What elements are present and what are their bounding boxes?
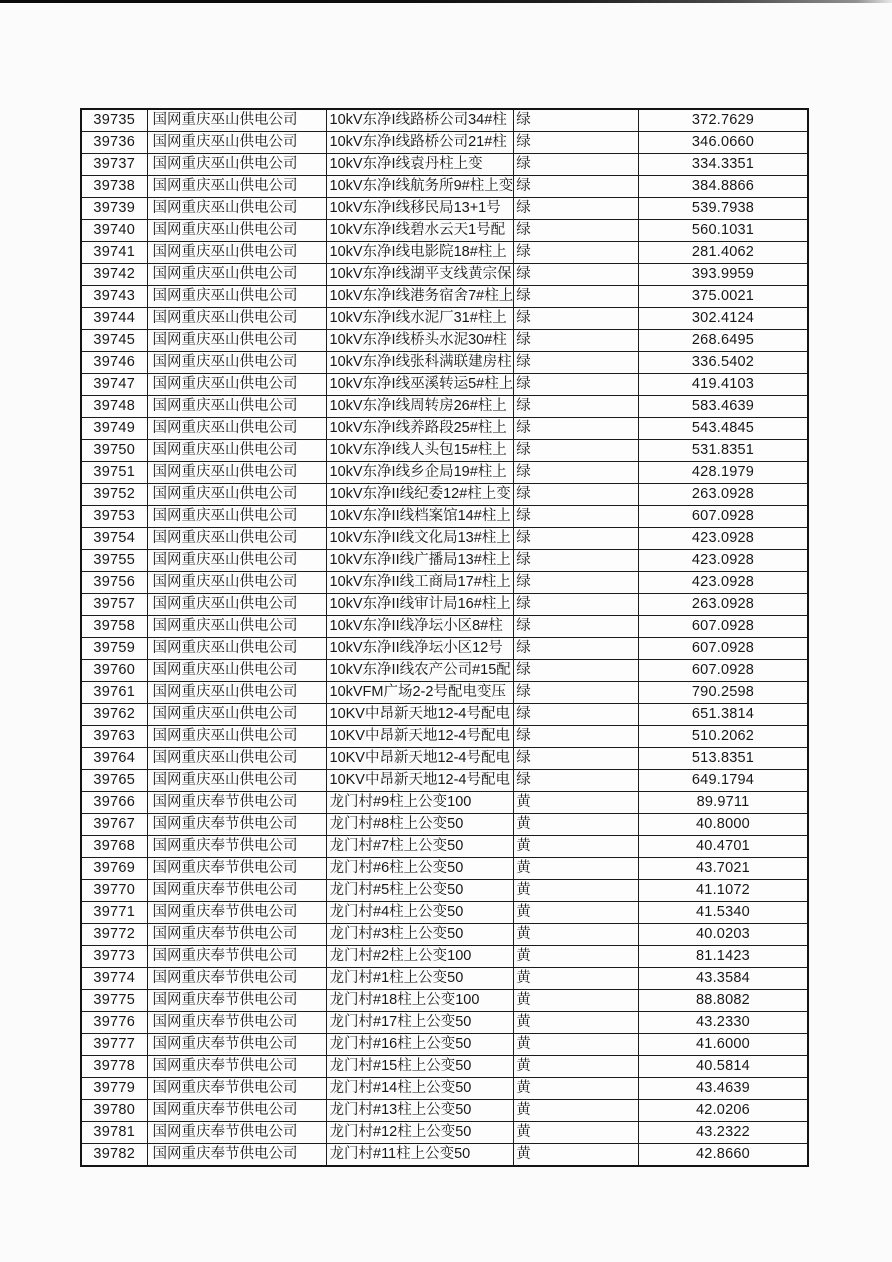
table-row [81,880,808,902]
cell-status: 绿 [514,154,639,176]
cell-device: 龙门村#7柱上公变50 [326,836,514,858]
cell-value: 268.6495 [639,330,808,352]
table-row [81,660,808,682]
table-row [81,374,808,396]
cell-company: 国网重庆巫山供电公司 [147,506,326,528]
cell-status: 绿 [514,616,639,638]
cell-status: 绿 [514,726,639,748]
cell-status: 绿 [514,484,639,506]
table-row [81,330,808,352]
cell-record-id: 39743 [81,286,147,308]
cell-company: 国网重庆巫山供电公司 [147,616,326,638]
cell-company: 国网重庆巫山供电公司 [147,440,326,462]
table-row [81,198,808,220]
cell-device: 10kV东净I线桥头水泥30#柱 [326,330,514,352]
table-row [81,484,808,506]
cell-device: 10kV东净I线港务宿舍7#柱上 [326,286,514,308]
table-row [81,858,808,880]
table-row [81,1100,808,1122]
cell-status: 黄 [514,1100,639,1122]
cell-company: 国网重庆奉节供电公司 [147,1012,326,1034]
cell-company: 国网重庆奉节供电公司 [147,924,326,946]
cell-record-id: 39766 [81,792,147,814]
cell-status: 绿 [514,440,639,462]
cell-value: 428.1979 [639,462,808,484]
table-row [81,572,808,594]
cell-company: 国网重庆巫山供电公司 [147,726,326,748]
table-row [81,836,808,858]
table-row [81,946,808,968]
cell-value: 89.9711 [639,792,808,814]
cell-record-id: 39755 [81,550,147,572]
cell-company: 国网重庆巫山供电公司 [147,704,326,726]
cell-value: 41.6000 [639,1034,808,1056]
cell-value: 607.0928 [639,660,808,682]
cell-status: 绿 [514,528,639,550]
cell-record-id: 39748 [81,396,147,418]
cell-status: 黄 [514,924,639,946]
cell-device: 10kV东净I线电影院18#柱上 [326,242,514,264]
cell-value: 346.0660 [639,132,808,154]
cell-status: 黄 [514,902,639,924]
cell-company: 国网重庆巫山供电公司 [147,220,326,242]
table-row [81,264,808,286]
scan-artifact-top-bar [0,0,892,3]
cell-device: 10kV东净I线袁丹柱上变 [326,154,514,176]
cell-value: 513.8351 [639,748,808,770]
cell-company: 国网重庆巫山供电公司 [147,594,326,616]
table-row [81,704,808,726]
table-row [81,154,808,176]
cell-record-id: 39746 [81,352,147,374]
cell-company: 国网重庆巫山供电公司 [147,682,326,704]
cell-device: 10kV东净II线工商局17#柱上 [326,572,514,594]
cell-record-id: 39741 [81,242,147,264]
cell-device: 龙门村#5柱上公变50 [326,880,514,902]
cell-device: 10kV东净I线养路段25#柱上 [326,418,514,440]
cell-status: 黄 [514,1034,639,1056]
cell-value: 543.4845 [639,418,808,440]
cell-device: 10kV东净I线乡企局19#柱上 [326,462,514,484]
cell-device: 10KV中昂新天地12-4号配电 [326,704,514,726]
cell-company: 国网重庆奉节供电公司 [147,946,326,968]
cell-company: 国网重庆巫山供电公司 [147,418,326,440]
cell-company: 国网重庆奉节供电公司 [147,1034,326,1056]
cell-device: 10kV东净II线净坛小区12号 [326,638,514,660]
cell-value: 423.0928 [639,550,808,572]
cell-record-id: 39762 [81,704,147,726]
cell-device: 10kV东净II线审计局16#柱上 [326,594,514,616]
cell-status: 绿 [514,308,639,330]
cell-record-id: 39772 [81,924,147,946]
cell-value: 88.8082 [639,990,808,1012]
cell-record-id: 39775 [81,990,147,1012]
table-row [81,440,808,462]
cell-company: 国网重庆巫山供电公司 [147,308,326,330]
cell-value: 423.0928 [639,572,808,594]
cell-record-id: 39739 [81,198,147,220]
cell-device: 10KV中昂新天地12-4号配电 [326,726,514,748]
table-row [81,242,808,264]
cell-company: 国网重庆巫山供电公司 [147,154,326,176]
cell-record-id: 39776 [81,1012,147,1034]
cell-device: 10kV东净I线航务所9#柱上变 [326,176,514,198]
cell-record-id: 39765 [81,770,147,792]
cell-value: 651.3814 [639,704,808,726]
table-row [81,792,808,814]
cell-company: 国网重庆巫山供电公司 [147,264,326,286]
cell-company: 国网重庆巫山供电公司 [147,484,326,506]
cell-device: 10KV中昂新天地12-4号配电 [326,770,514,792]
cell-record-id: 39778 [81,1056,147,1078]
cell-company: 国网重庆巫山供电公司 [147,109,326,132]
cell-value: 510.2062 [639,726,808,748]
table-row [81,528,808,550]
cell-value: 263.0928 [639,484,808,506]
table-row [81,748,808,770]
cell-value: 42.8660 [639,1144,808,1167]
cell-company: 国网重庆巫山供电公司 [147,550,326,572]
cell-company: 国网重庆奉节供电公司 [147,1100,326,1122]
cell-device: 龙门村#1柱上公变50 [326,968,514,990]
cell-device: 10kV东净I线湖平支线黄宗保 [326,264,514,286]
cell-value: 649.1794 [639,770,808,792]
cell-company: 国网重庆奉节供电公司 [147,814,326,836]
cell-device: 10kV东净II线净坛小区8#柱 [326,616,514,638]
cell-device: 10kV东净II线广播局13#柱上 [326,550,514,572]
cell-record-id: 39760 [81,660,147,682]
cell-company: 国网重庆奉节供电公司 [147,858,326,880]
table-row [81,968,808,990]
cell-company: 国网重庆巫山供电公司 [147,638,326,660]
cell-status: 绿 [514,748,639,770]
table-row [81,286,808,308]
cell-company: 国网重庆巫山供电公司 [147,286,326,308]
cell-device: 龙门村#15柱上公变50 [326,1056,514,1078]
cell-record-id: 39744 [81,308,147,330]
table-row [81,396,808,418]
cell-status: 黄 [514,792,639,814]
cell-status: 绿 [514,352,639,374]
cell-status: 黄 [514,1078,639,1100]
cell-device: 10kV东净I线移民局13+1号 [326,198,514,220]
cell-value: 302.4124 [639,308,808,330]
cell-value: 384.8866 [639,176,808,198]
cell-device: 10kV东净I线人头包15#柱上 [326,440,514,462]
cell-record-id: 39759 [81,638,147,660]
cell-status: 绿 [514,682,639,704]
cell-record-id: 39782 [81,1144,147,1167]
cell-company: 国网重庆奉节供电公司 [147,1056,326,1078]
cell-status: 绿 [514,572,639,594]
cell-company: 国网重庆奉节供电公司 [147,1144,326,1167]
cell-company: 国网重庆巫山供电公司 [147,132,326,154]
cell-status: 绿 [514,132,639,154]
cell-record-id: 39781 [81,1122,147,1144]
cell-company: 国网重庆巫山供电公司 [147,748,326,770]
cell-status: 绿 [514,770,639,792]
cell-device: 10kV东净I线路桥公司34#柱 [326,109,514,132]
table-row [81,1012,808,1034]
table-row [81,990,808,1012]
table-row [81,594,808,616]
cell-status: 绿 [514,286,639,308]
cell-record-id: 39736 [81,132,147,154]
cell-company: 国网重庆巫山供电公司 [147,572,326,594]
cell-record-id: 39740 [81,220,147,242]
cell-record-id: 39756 [81,572,147,594]
cell-record-id: 39735 [81,109,147,132]
cell-company: 国网重庆巫山供电公司 [147,770,326,792]
cell-status: 黄 [514,946,639,968]
cell-value: 40.8000 [639,814,808,836]
cell-device: 龙门村#6柱上公变50 [326,858,514,880]
cell-company: 国网重庆巫山供电公司 [147,528,326,550]
cell-value: 40.4701 [639,836,808,858]
cell-device: 龙门村#13柱上公变50 [326,1100,514,1122]
cell-status: 绿 [514,638,639,660]
cell-status: 绿 [514,374,639,396]
cell-company: 国网重庆巫山供电公司 [147,374,326,396]
cell-company: 国网重庆奉节供电公司 [147,880,326,902]
cell-value: 531.8351 [639,440,808,462]
cell-device: 10kV东净I线水泥厂31#柱上 [326,308,514,330]
cell-record-id: 39758 [81,616,147,638]
cell-value: 43.7021 [639,858,808,880]
cell-value: 43.4639 [639,1078,808,1100]
cell-value: 40.0203 [639,924,808,946]
cell-company: 国网重庆奉节供电公司 [147,792,326,814]
cell-status: 黄 [514,1012,639,1034]
cell-record-id: 39780 [81,1100,147,1122]
cell-value: 281.4062 [639,242,808,264]
table-row [81,176,808,198]
cell-status: 黄 [514,858,639,880]
cell-status: 绿 [514,220,639,242]
table-row [81,109,808,132]
cell-value: 607.0928 [639,638,808,660]
cell-record-id: 39752 [81,484,147,506]
cell-company: 国网重庆奉节供电公司 [147,1122,326,1144]
cell-record-id: 39738 [81,176,147,198]
cell-status: 绿 [514,242,639,264]
cell-value: 41.1072 [639,880,808,902]
cell-device: 龙门村#16柱上公变50 [326,1034,514,1056]
cell-value: 43.2322 [639,1122,808,1144]
table-row [81,814,808,836]
cell-company: 国网重庆巫山供电公司 [147,198,326,220]
table-row [81,638,808,660]
cell-status: 黄 [514,880,639,902]
cell-status: 绿 [514,418,639,440]
cell-status: 绿 [514,198,639,220]
cell-status: 黄 [514,1144,639,1167]
cell-status: 绿 [514,462,639,484]
cell-record-id: 39764 [81,748,147,770]
cell-record-id: 39773 [81,946,147,968]
cell-device: 10kV东净I线碧水云天1号配 [326,220,514,242]
cell-status: 绿 [514,109,639,132]
cell-record-id: 39767 [81,814,147,836]
cell-device: 龙门村#12柱上公变50 [326,1122,514,1144]
cell-status: 绿 [514,660,639,682]
cell-record-id: 39747 [81,374,147,396]
cell-device: 10kV东净II线农产公司#15配 [326,660,514,682]
cell-device: 10KV中昂新天地12-4号配电 [326,748,514,770]
table-row [81,616,808,638]
cell-company: 国网重庆奉节供电公司 [147,1078,326,1100]
cell-device: 10kV东净I线周转房26#柱上 [326,396,514,418]
cell-value: 607.0928 [639,616,808,638]
cell-device: 10kV东净I线张科满联建房柱 [326,352,514,374]
table-row [81,924,808,946]
cell-record-id: 39761 [81,682,147,704]
cell-status: 黄 [514,968,639,990]
cell-device: 龙门村#4柱上公变50 [326,902,514,924]
cell-record-id: 39763 [81,726,147,748]
cell-value: 583.4639 [639,396,808,418]
cell-value: 423.0928 [639,528,808,550]
cell-record-id: 39745 [81,330,147,352]
cell-record-id: 39769 [81,858,147,880]
cell-company: 国网重庆巫山供电公司 [147,396,326,418]
cell-company: 国网重庆巫山供电公司 [147,242,326,264]
cell-record-id: 39770 [81,880,147,902]
cell-record-id: 39768 [81,836,147,858]
cell-record-id: 39779 [81,1078,147,1100]
cell-value: 43.3584 [639,968,808,990]
cell-value: 607.0928 [639,506,808,528]
cell-record-id: 39751 [81,462,147,484]
cell-status: 绿 [514,330,639,352]
cell-status: 绿 [514,396,639,418]
cell-record-id: 39753 [81,506,147,528]
cell-record-id: 39737 [81,154,147,176]
cell-status: 绿 [514,550,639,572]
cell-value: 372.7629 [639,109,808,132]
cell-status: 绿 [514,264,639,286]
cell-company: 国网重庆巫山供电公司 [147,462,326,484]
cell-device: 10kV东净II线纪委12#柱上变 [326,484,514,506]
table-row [81,902,808,924]
table-row [81,550,808,572]
cell-device: 10kVFM广场2-2号配电变压 [326,682,514,704]
cell-device: 10kV东净II线档案馆14#柱上 [326,506,514,528]
cell-value: 43.2330 [639,1012,808,1034]
table-row [81,1122,808,1144]
cell-status: 绿 [514,594,639,616]
cell-device: 10kV东净II线文化局13#柱上 [326,528,514,550]
table-row [81,726,808,748]
table-row [81,1034,808,1056]
table-row [81,1144,808,1167]
cell-device: 龙门村#2柱上公变100 [326,946,514,968]
cell-status: 绿 [514,506,639,528]
cell-record-id: 39754 [81,528,147,550]
cell-record-id: 39757 [81,594,147,616]
cell-value: 40.5814 [639,1056,808,1078]
cell-device: 龙门村#8柱上公变50 [326,814,514,836]
cell-device: 龙门村#17柱上公变50 [326,1012,514,1034]
cell-status: 黄 [514,836,639,858]
cell-company: 国网重庆巫山供电公司 [147,330,326,352]
cell-status: 绿 [514,704,639,726]
cell-value: 336.5402 [639,352,808,374]
cell-value: 419.4103 [639,374,808,396]
cell-company: 国网重庆奉节供电公司 [147,836,326,858]
cell-company: 国网重庆奉节供电公司 [147,902,326,924]
table-row [81,308,808,330]
cell-company: 国网重庆巫山供电公司 [147,352,326,374]
cell-value: 81.1423 [639,946,808,968]
cell-record-id: 39749 [81,418,147,440]
cell-status: 黄 [514,990,639,1012]
table-row [81,132,808,154]
cell-company: 国网重庆巫山供电公司 [147,176,326,198]
cell-value: 41.5340 [639,902,808,924]
cell-device: 龙门村#3柱上公变50 [326,924,514,946]
table-row [81,1056,808,1078]
cell-company: 国网重庆巫山供电公司 [147,660,326,682]
cell-value: 560.1031 [639,220,808,242]
cell-record-id: 39750 [81,440,147,462]
cell-record-id: 39771 [81,902,147,924]
table-row [81,462,808,484]
table-row [81,418,808,440]
table-row [81,352,808,374]
cell-device: 龙门村#9柱上公变100 [326,792,514,814]
table-row [81,682,808,704]
cell-device: 龙门村#14柱上公变50 [326,1078,514,1100]
records-table-body [81,109,808,1166]
cell-value: 790.2598 [639,682,808,704]
cell-value: 263.0928 [639,594,808,616]
records-table [80,108,809,1167]
cell-device: 10kV东净I线巫溪转运5#柱上 [326,374,514,396]
table-row [81,506,808,528]
cell-status: 黄 [514,1122,639,1144]
cell-record-id: 39774 [81,968,147,990]
table-row [81,1078,808,1100]
cell-device: 龙门村#18柱上公变100 [326,990,514,1012]
cell-record-id: 39777 [81,1034,147,1056]
cell-value: 334.3351 [639,154,808,176]
cell-value: 42.0206 [639,1100,808,1122]
cell-status: 绿 [514,176,639,198]
cell-status: 黄 [514,814,639,836]
cell-record-id: 39742 [81,264,147,286]
table-row [81,770,808,792]
cell-value: 539.7938 [639,198,808,220]
cell-company: 国网重庆奉节供电公司 [147,990,326,1012]
cell-value: 393.9959 [639,264,808,286]
cell-status: 黄 [514,1056,639,1078]
cell-value: 375.0021 [639,286,808,308]
cell-device: 龙门村#11柱上公变50 [326,1144,514,1167]
cell-company: 国网重庆奉节供电公司 [147,968,326,990]
cell-device: 10kV东净I线路桥公司21#柱 [326,132,514,154]
table-row [81,220,808,242]
